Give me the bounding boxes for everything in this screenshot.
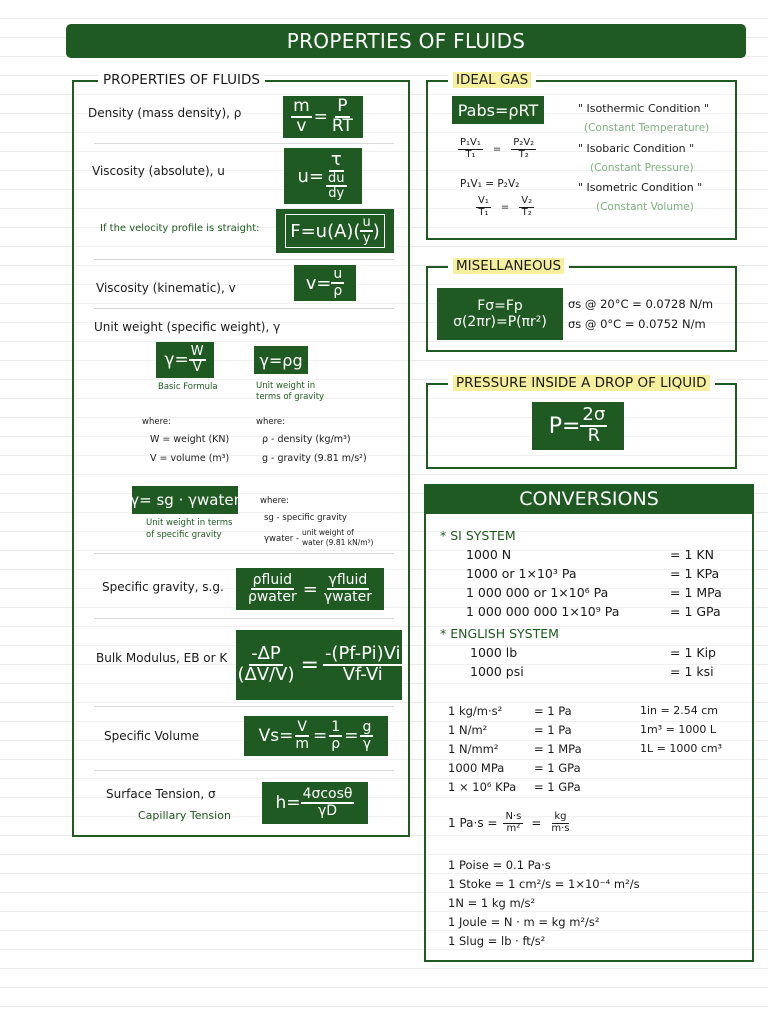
viscosity-abs-lhs: u= bbox=[297, 165, 324, 187]
misc-line-1: σs @ 20°C = 0.0728 N/m bbox=[568, 297, 714, 311]
length-row: 1in = 2.54 cm bbox=[640, 704, 718, 717]
isometric-condition: " Isometric Condition " bbox=[578, 181, 703, 194]
density-label: Density (mass density), ρ bbox=[88, 106, 242, 120]
iso3-b-num: V₂ bbox=[521, 195, 533, 206]
where-3-line-2a: γwater - bbox=[264, 534, 300, 544]
bulk-pf: -(Pf-Pi)Vi bbox=[324, 643, 401, 665]
misc-legend: MISELLANEOUS bbox=[448, 258, 569, 274]
si-title: * SI SYSTEM bbox=[440, 528, 516, 543]
bulk-formula bbox=[236, 630, 402, 700]
eng-row-left: 1000 psi bbox=[470, 664, 524, 679]
sg-formula: γ= sg · γwater bbox=[132, 486, 238, 514]
si-row-left: 1000 or 1×10³ Pa bbox=[466, 566, 577, 581]
si-row-right: = 1 GPa bbox=[670, 604, 721, 619]
isometric-sub: (Constant Volume) bbox=[596, 201, 694, 213]
sv-eq2: = bbox=[344, 726, 359, 746]
ideal-gas-legend: IDEAL GAS bbox=[448, 72, 536, 88]
velocity-formula bbox=[276, 209, 394, 253]
density-m: m bbox=[293, 96, 310, 117]
pas-lhs: 1 Pa·s = bbox=[448, 816, 498, 830]
length-row: 1L = 1000 cm³ bbox=[640, 742, 723, 755]
iso-row-3: $\frac{\text{V₁}}{\text{T₁}}$ = $\frac{\text{V₂}}{\text{T₂}}$ bbox=[478, 195, 533, 218]
st-num: 4σcosθ bbox=[302, 786, 353, 803]
unit-row-right: = 1 GPa bbox=[534, 761, 581, 775]
sv-m: m bbox=[295, 736, 310, 752]
sg-rho-water: ρwater bbox=[247, 589, 297, 605]
eng-row-right: = 1 ksi bbox=[670, 664, 714, 679]
where-3-title: where: bbox=[260, 496, 289, 506]
viscosity-kin-formula bbox=[294, 265, 356, 301]
si-row-left: 1 000 000 000 1×10⁹ Pa bbox=[466, 604, 620, 619]
unit-row-left: 1 × 10⁶ KPa bbox=[448, 780, 517, 794]
divider bbox=[94, 770, 394, 771]
where-3-line-2b: unit weight of bbox=[302, 528, 354, 537]
divider bbox=[94, 308, 394, 309]
viscosity-abs-formula bbox=[284, 148, 362, 204]
sg-rho-fluid: ρfluid bbox=[252, 572, 293, 589]
unit-row-left: 1000 MPa bbox=[448, 761, 505, 775]
basic-formula-w: W bbox=[190, 344, 204, 360]
si-row-right: = 1 KPa bbox=[670, 566, 720, 581]
unit-row-right: = 1 Pa bbox=[534, 704, 572, 718]
basic-formula-caption: Basic Formula bbox=[158, 382, 218, 392]
unit-row-left: 1 N/m² bbox=[448, 723, 488, 737]
where-3-line-2c: water (9.81 kN/m³) bbox=[302, 538, 374, 547]
velocity-note: If the velocity profile is straight: bbox=[100, 223, 260, 234]
isobaric-condition: " Isobaric Condition " bbox=[578, 142, 695, 155]
capillary-label: Capillary Tension bbox=[138, 809, 231, 822]
st-lhs: h= bbox=[275, 793, 301, 813]
basic-formula-v: V bbox=[192, 360, 202, 375]
final-row: 1 Joule = N · m = kg m²/s² bbox=[448, 915, 600, 929]
viscosity-abs-tau: τ bbox=[330, 148, 342, 170]
iso-row-1: $\frac{\text{P₁V₁}}{\text{T₁}}$ = $\frac{\text{P₂V₂}}{\text{T₂}}$ bbox=[460, 137, 535, 160]
unit-row-right: = 1 MPa bbox=[534, 742, 582, 756]
ideal-gas-formula: Pabs=ρRT bbox=[452, 96, 544, 124]
page-title: PROPERTIES OF FLUIDS bbox=[66, 24, 746, 58]
density-v: v bbox=[296, 116, 307, 136]
specific-gravity-label: Specific gravity, s.g. bbox=[102, 580, 224, 594]
misc-formula-1: Fσ=Fp bbox=[477, 298, 523, 314]
unit-row-right: = 1 GPa bbox=[534, 780, 581, 794]
viscosity-abs-du: du bbox=[328, 170, 345, 186]
length-row: 1m³ = 1000 L bbox=[640, 723, 716, 736]
surface-tension-formula bbox=[262, 782, 368, 824]
divider bbox=[94, 259, 394, 260]
specific-volume-formula bbox=[244, 716, 388, 756]
final-row: 1 Slug = lb · ft/s² bbox=[448, 934, 546, 948]
misc-line-2: σs @ 0°C = 0.0752 N/m bbox=[568, 317, 706, 331]
si-row-left: 1 000 000 or 1×10⁶ Pa bbox=[466, 585, 609, 600]
where-2-title: where: bbox=[256, 417, 285, 427]
velocity-lhs: F=u(A)( bbox=[290, 220, 361, 242]
drop-num: 2σ bbox=[582, 404, 606, 426]
sv-eq1: = bbox=[313, 726, 328, 746]
specific-gravity-formula bbox=[236, 568, 384, 610]
iso3-a-den: T₁ bbox=[478, 206, 489, 218]
divider bbox=[94, 143, 394, 144]
iso3-b-den: T₂ bbox=[521, 206, 532, 218]
iso1-b-num: P₂V₂ bbox=[513, 137, 535, 148]
si-row-right: = 1 MPa bbox=[670, 585, 722, 600]
isobaric-sub: (Constant Pressure) bbox=[590, 162, 694, 174]
drop-den: R bbox=[587, 425, 601, 446]
pas-eq: = bbox=[531, 816, 542, 830]
misc-formula bbox=[437, 288, 563, 340]
pas-b-num: kg bbox=[554, 811, 567, 822]
isothermic-sub: (Constant Temperature) bbox=[584, 122, 710, 134]
basic-formula bbox=[156, 342, 214, 378]
viscosity-abs-label: Viscosity (absolute), u bbox=[92, 164, 225, 178]
divider bbox=[94, 618, 394, 619]
st-den: γD bbox=[317, 803, 338, 819]
where-1-line-1: W = weight (KN) bbox=[150, 434, 230, 445]
velocity-rhs: ) bbox=[372, 220, 380, 242]
sv-g: g bbox=[362, 719, 372, 736]
where-1-line-2: V = volume (m³) bbox=[150, 453, 230, 464]
bulk-dv: (ΔV/V) bbox=[237, 664, 295, 685]
final-row: 1 Stoke = 1 cm²/s = 1×10⁻⁴ m²/s bbox=[448, 877, 640, 891]
sg-eq: = bbox=[302, 578, 318, 600]
iso1-b-den: T₂ bbox=[518, 148, 529, 160]
sv-rho: ρ bbox=[331, 736, 341, 752]
viscosity-kin-lhs: v= bbox=[305, 272, 332, 294]
drop-lhs: P= bbox=[548, 413, 581, 439]
drop-legend: PRESSURE INSIDE A DROP OF LIQUID bbox=[448, 375, 715, 391]
sg-gamma-fluid: γfluid bbox=[328, 572, 368, 589]
where-1-title: where: bbox=[142, 417, 171, 427]
bulk-dp: -ΔP bbox=[251, 643, 281, 665]
density-eq: = bbox=[313, 107, 328, 127]
misc-formula-2: σ(2πr)=P(πr²) bbox=[453, 314, 547, 330]
eng-title: * ENGLISH SYSTEM bbox=[440, 626, 559, 641]
iso1-a-num: P₁V₁ bbox=[460, 137, 481, 148]
sv-v: V bbox=[297, 719, 307, 736]
sv-1: 1 bbox=[331, 719, 341, 736]
where-2-line-1: ρ - density (kg/m³) bbox=[262, 434, 351, 445]
basic-formula-lhs: γ= bbox=[164, 350, 189, 370]
drop-formula bbox=[532, 402, 624, 450]
properties-legend: PROPERTIES OF FLUIDS bbox=[98, 72, 265, 88]
density-p: P bbox=[337, 96, 348, 117]
bulk-label: Bulk Modulus, EB or K bbox=[96, 651, 228, 665]
where-2-line-2: g - gravity (9.81 m/s²) bbox=[262, 453, 367, 464]
si-row-right: = 1 KN bbox=[670, 547, 714, 562]
unit-row-left: 1 kg/m·s² bbox=[448, 704, 503, 718]
sv-gamma: γ bbox=[362, 736, 372, 752]
surface-tension-label: Surface Tension, σ bbox=[106, 787, 216, 801]
conversions-header: CONVERSIONS bbox=[424, 484, 754, 514]
viscosity-kin-label: Viscosity (kinematic), v bbox=[96, 281, 236, 295]
iso3-a-num: V₁ bbox=[478, 195, 489, 206]
velocity-u: u bbox=[362, 215, 371, 231]
gravity-caption-1: Unit weight in bbox=[256, 381, 316, 391]
viscosity-kin-u: u bbox=[333, 266, 343, 283]
density-rt: RT bbox=[331, 116, 353, 136]
specific-volume-label: Specific Volume bbox=[104, 729, 200, 743]
sg-gamma-water: γwater bbox=[323, 589, 373, 605]
final-row: 1N = 1 kg m/s² bbox=[448, 896, 536, 910]
divider bbox=[94, 553, 394, 554]
unit-row-right: = 1 Pa bbox=[534, 723, 572, 737]
iso-row-2: P₁V₁ = P₂V₂ bbox=[460, 178, 520, 190]
velocity-y: y bbox=[362, 231, 371, 246]
unit-weight-label: Unit weight (specific weight), γ bbox=[94, 320, 281, 334]
density-formula bbox=[283, 96, 363, 138]
sg-caption-2: of specific gravity bbox=[146, 530, 222, 540]
pas-a-num: N·s bbox=[505, 811, 522, 822]
sv-lhs: Vs= bbox=[258, 726, 294, 746]
pas-b-den: m·s bbox=[551, 822, 570, 834]
bulk-eq: = bbox=[300, 652, 319, 678]
eng-row-left: 1000 lb bbox=[470, 645, 518, 660]
unit-row-left: 1 N/mm² bbox=[448, 742, 499, 756]
sg-caption-1: Unit weight in terms bbox=[146, 518, 233, 528]
iso1-a-den: T₁ bbox=[465, 148, 476, 160]
eng-row-right: = 1 Kip bbox=[670, 645, 716, 660]
divider bbox=[94, 706, 394, 707]
gravity-caption-2: terms of gravity bbox=[256, 392, 325, 402]
pas-a-den: m² bbox=[506, 822, 521, 834]
pas-row bbox=[448, 812, 572, 834]
viscosity-abs-dy: dy bbox=[328, 186, 345, 202]
si-row-left: 1000 N bbox=[466, 547, 512, 562]
viscosity-kin-rho: ρ bbox=[333, 283, 343, 299]
isothermic-condition: " Isothermic Condition " bbox=[578, 102, 710, 115]
final-row: 1 Poise = 0.1 Pa·s bbox=[448, 858, 551, 872]
bulk-vf: Vf-Vi bbox=[342, 664, 383, 685]
where-3-line-1: sg - specific gravity bbox=[264, 513, 347, 523]
gravity-formula: γ=ρg bbox=[254, 346, 308, 374]
